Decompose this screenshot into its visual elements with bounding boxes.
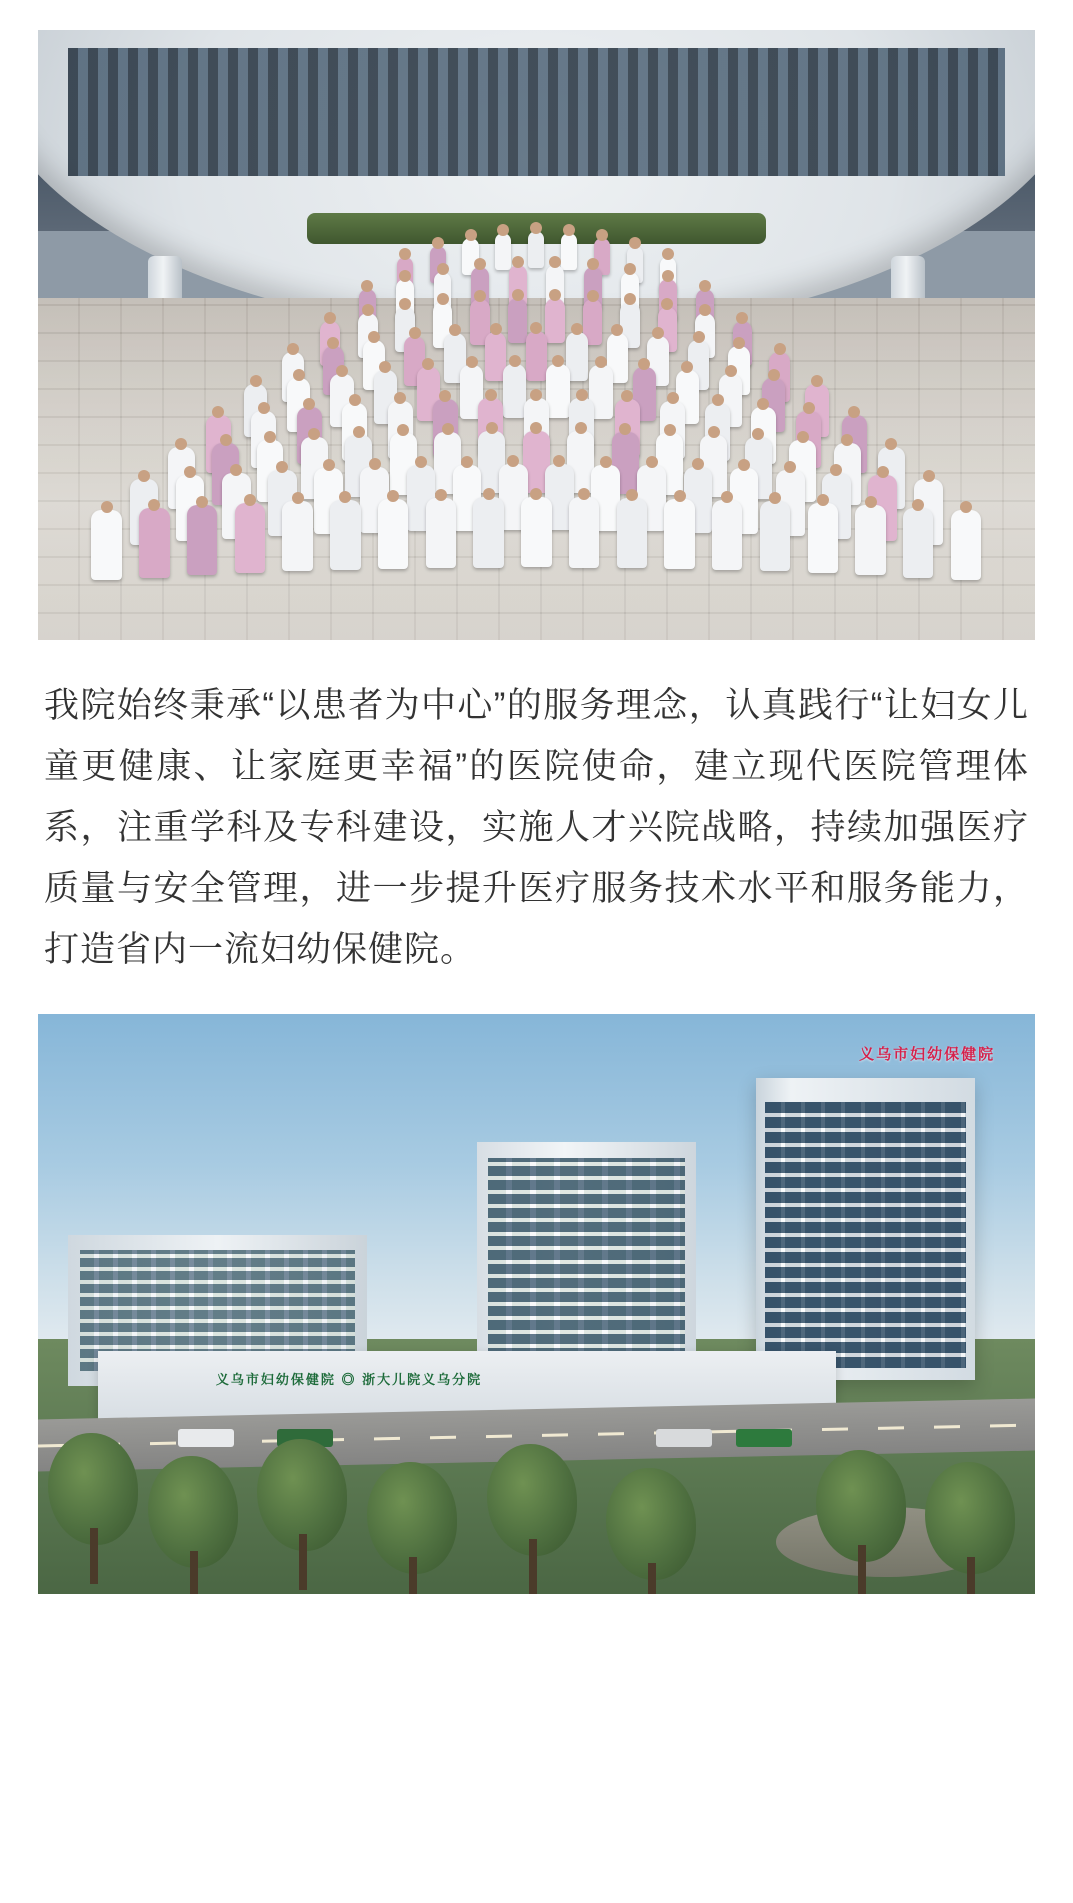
glass-facade-band [68,48,1005,176]
vehicle [656,1429,712,1447]
main-tower-windows [765,1102,967,1367]
tree [257,1439,347,1589]
tree [367,1462,457,1595]
tree [606,1468,696,1595]
podium-hospital-name-sign: 义乌市妇幼保健院 ◎ 浙大儿院义乌分院 [215,1371,483,1387]
tower-hospital-name-sign: 义乌市妇幼保健院 [859,1046,996,1064]
vehicle [178,1429,234,1447]
center-building [477,1142,696,1374]
hospital-exterior-photo [38,1014,1035,1594]
staff-crowd [98,231,975,567]
main-tower-building [756,1078,975,1380]
tree [816,1450,906,1594]
hospital-introduction-paragraph: 我院始终秉承“以患者为中心”的服务理念，认真践行“让妇女儿童更健康、让家庭更幸福”的医院使命，建立现代医院管理体系，注重学科及专科建设，实施人才兴院战略，持续加强医疗质量与安全管理，进一步提升医疗服务技术水平和服务能力，打造省内一流妇幼保健院。 [44,686,1029,969]
center-building-windows [488,1158,685,1358]
vehicle [736,1429,792,1447]
tree [148,1456,238,1594]
tree [925,1462,1015,1595]
hospital-staff-group-photo [38,30,1035,640]
tree [487,1444,577,1594]
tree [48,1433,138,1583]
